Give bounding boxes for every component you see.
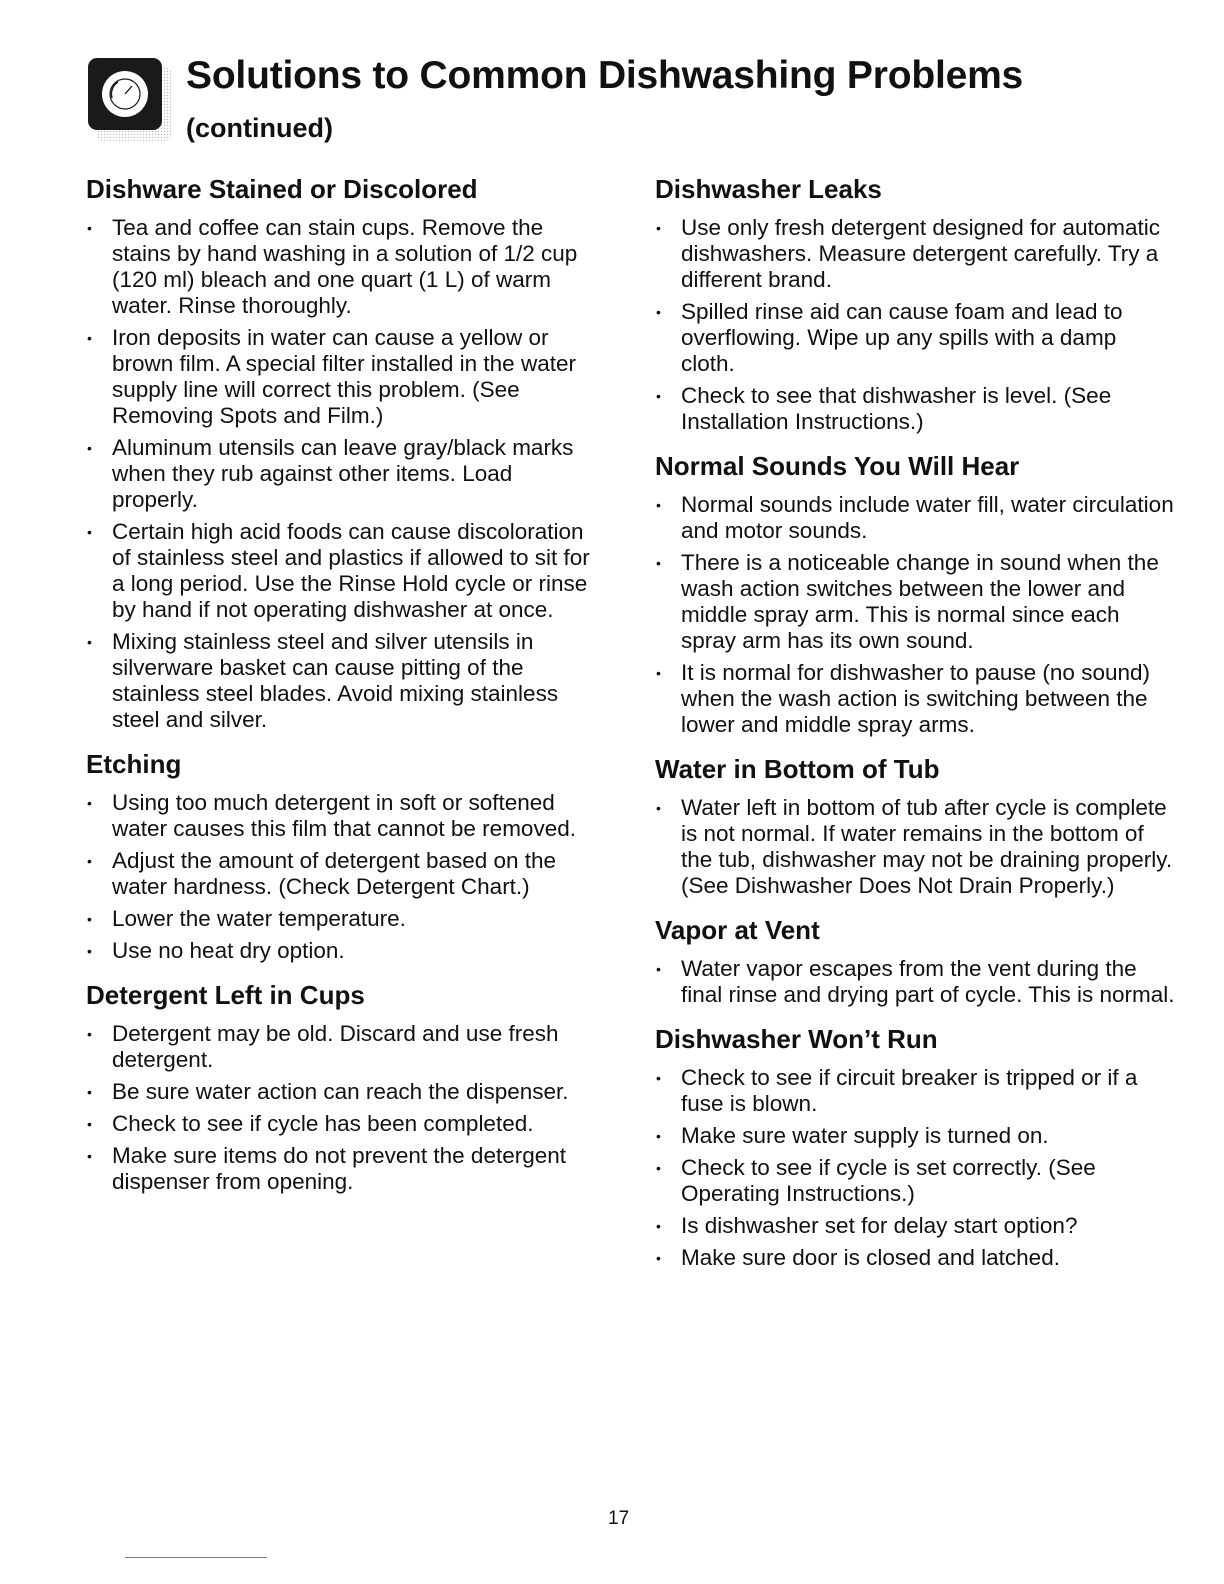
- section-normal-sounds: [655, 449, 1175, 738]
- list-item: • Check to see that dishwasher is level. (See Installation Instructions.): [655, 383, 1175, 435]
- bullet-list: [655, 215, 1175, 435]
- left-column: [86, 172, 596, 1201]
- right-column: [655, 172, 1175, 1277]
- list-item: • Make sure water supply is turned on.: [655, 1123, 1175, 1149]
- footer-divider: [125, 1557, 267, 1558]
- list-item: • Check to see if cycle is set correctly. (See Operating Instructions.): [655, 1155, 1175, 1207]
- list-item: • Check to see if circuit breaker is tripped or if a fuse is blown.: [655, 1065, 1175, 1117]
- list-item: • Using too much detergent in soft or softened water causes this film that cannot be removed.: [86, 790, 596, 842]
- section-heading: Vapor at Vent: [655, 915, 820, 945]
- list-item: • Use only fresh detergent designed for automatic dishwashers. Measure detergent carefully. Try a different brand.: [655, 215, 1175, 293]
- list-item: • Make sure items do not prevent the detergent dispenser from opening.: [86, 1143, 596, 1195]
- bullet-list: [655, 956, 1175, 1008]
- page-title: Solutions to Common Dishwashing Problems: [186, 54, 1024, 97]
- list-item: • Detergent may be old. Discard and use fresh detergent.: [86, 1021, 596, 1073]
- dishwasher-dial-icon: [88, 58, 174, 144]
- section-heading: Detergent Left in Cups: [86, 980, 365, 1010]
- section-heading: Water in Bottom of Tub: [655, 754, 940, 784]
- page-number: 17: [608, 1508, 630, 1529]
- section-heading: Dishwasher Won’t Run: [655, 1024, 938, 1054]
- list-item: • Mixing stainless steel and silver utensils in silverware basket can cause pitting of the stainless steel blades. Avoid mixing stainless steel and silver.: [86, 629, 596, 733]
- bullet-list: [655, 492, 1175, 738]
- list-item: • Iron deposits in water can cause a yellow or brown film. A special filter installed in the water supply line will correct this problem. (See Removing Spots and Film.): [86, 325, 596, 429]
- section-dishwasher-leaks: [655, 172, 1175, 435]
- section-wont-run: [655, 1022, 1175, 1271]
- section-heading: Dishware Stained or Discolored: [86, 174, 478, 204]
- list-item: • Lower the water temperature.: [86, 906, 596, 932]
- list-item: • Water left in bottom of tub after cycle is complete is not normal. If water remains in the bottom of the tub, dishwasher may not be draining properly. (See Dishwasher Does Not Drain Properly.): [655, 795, 1175, 899]
- list-item: • Be sure water action can reach the dispenser.: [86, 1079, 596, 1105]
- section-etching: [86, 747, 596, 964]
- section-heading: Normal Sounds You Will Hear: [655, 451, 1020, 481]
- bullet-list: [655, 1065, 1175, 1271]
- bullet-list: [655, 795, 1175, 899]
- section-water-in-bottom: [655, 752, 1175, 899]
- bullet-list: [86, 215, 596, 733]
- list-item: • Normal sounds include water fill, water circulation and motor sounds.: [655, 492, 1175, 544]
- section-vapor-at-vent: [655, 913, 1175, 1008]
- list-item: • Is dishwasher set for delay start option?: [655, 1213, 1175, 1239]
- bullet-list: [86, 790, 596, 964]
- list-item: • Make sure door is closed and latched.: [655, 1245, 1175, 1271]
- list-item: • Certain high acid foods can cause discoloration of stainless steel and plastics if allowed to sit for a long period. Use the Rinse Hold cycle or rinse by hand if not operating dishwasher at once.: [86, 519, 596, 623]
- list-item: • Aluminum utensils can leave gray/black marks when they rub against other items. Load properly.: [86, 435, 596, 513]
- section-detergent-left: [86, 978, 596, 1195]
- section-heading: Dishwasher Leaks: [655, 174, 882, 204]
- section-dishware-stained: [86, 172, 596, 733]
- bullet-list: [86, 1021, 596, 1195]
- list-item: • Check to see if cycle has been completed.: [86, 1111, 596, 1137]
- list-item: • Tea and coffee can stain cups. Remove the stains by hand washing in a solution of 1/2 cup (120 ml) bleach and one quart (1 L) of warm water. Rinse thoroughly.: [86, 215, 596, 319]
- list-item: • Water vapor escapes from the vent during the final rinse and drying part of cycle. This is normal.: [655, 956, 1175, 1008]
- list-item: • Use no heat dry option.: [86, 938, 596, 964]
- list-item: • Spilled rinse aid can cause foam and lead to overflowing. Wipe up any spills with a damp cloth.: [655, 299, 1175, 377]
- section-heading: Etching: [86, 749, 182, 779]
- list-item: • Adjust the amount of detergent based on the water hardness. (Check Detergent Chart.): [86, 848, 596, 900]
- list-item: • It is normal for dishwasher to pause (no sound) when the wash action is switching between the lower and middle spray arms.: [655, 660, 1175, 738]
- list-item: • There is a noticeable change in sound when the wash action switches between the lower and middle spray arm. This is normal since each spray arm has its own sound.: [655, 550, 1175, 654]
- page-subtitle: (continued): [186, 113, 333, 143]
